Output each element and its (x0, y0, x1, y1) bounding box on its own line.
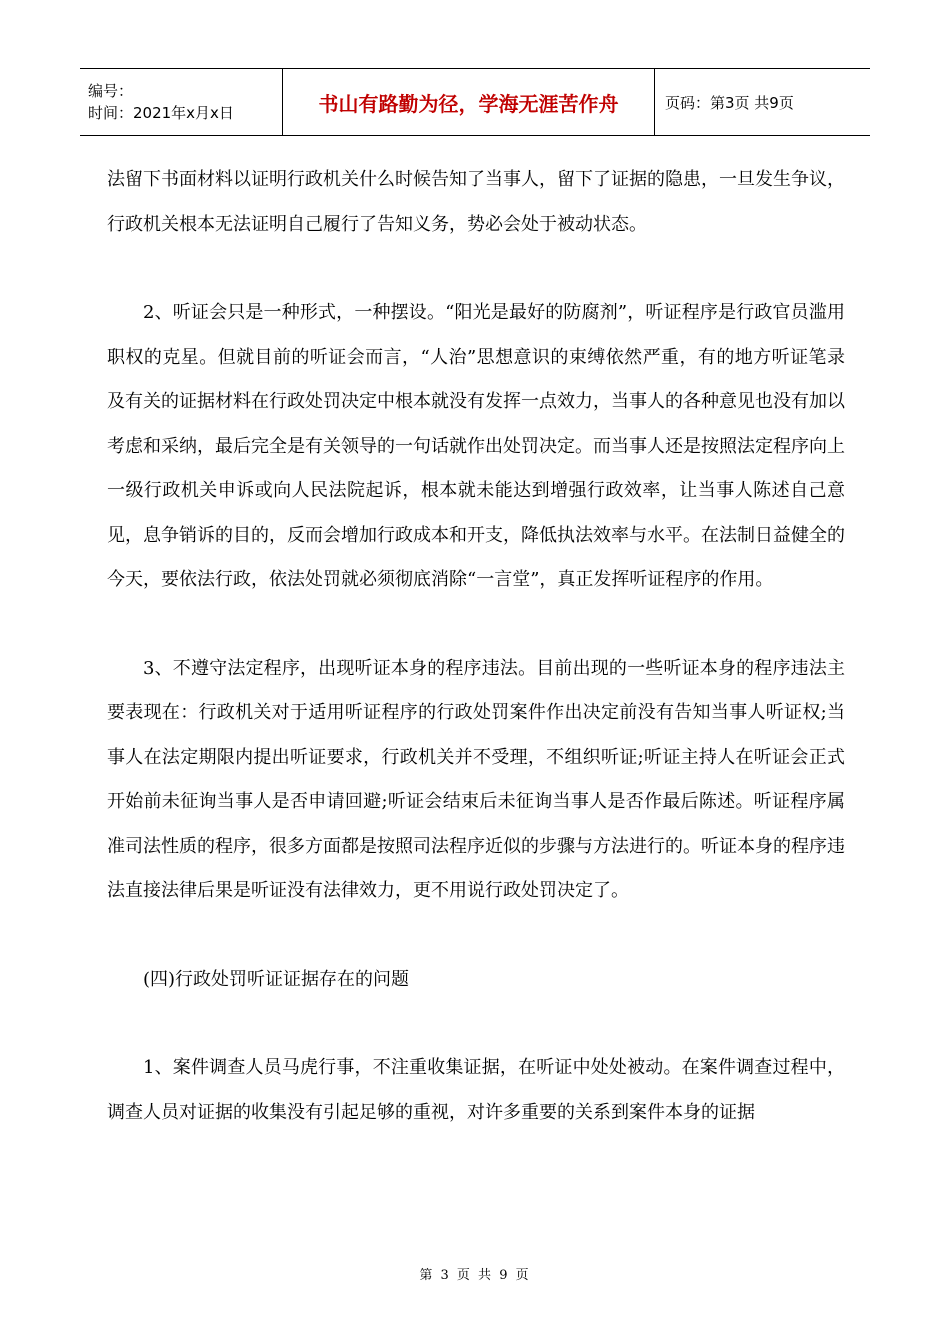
header-page-label: 页码：第3页 共9页 (665, 93, 794, 112)
header-motto: 书山有路勤为径，学海无涯苦作舟 (318, 91, 619, 116)
paragraph-procedure-violation: 3、不遵守法定程序，出现听证本身的程序违法。目前出现的一些听证本身的程序违法主要表现在：行政机关对于适用听证程序的行政处罚案件作出决定前没有告知当事人听证权;当事人在法定期限内提出听证要求，行政机关并不受理，不组织听证;听证主持人在听证会正式开始前未征询当事人是否申请回避;听证会结束后未征询当事人是否作最后陈述。听证程序属准司法性质的程序，很多方面都是按照司法程序近似的步骤与方法进行的。听证本身的程序违法直接法律后果是听证没有法律效力，更不用说行政处罚决定了。 (107, 657, 845, 901)
paragraph-continued: 法留下书面材料以证明行政机关什么时候告知了当事人，留下了证据的隐患，一旦发生争议，行政机关根本无法证明自己履行了告知义务，势必会处于被动状态。 (107, 169, 845, 235)
header-page-cell (655, 69, 870, 135)
header-meta-cell (80, 69, 283, 135)
document-body (107, 158, 845, 1135)
paragraph-gap (107, 247, 845, 291)
section-heading: (四)行政处罚听证证据存在的问题 (143, 968, 410, 990)
document-number-label: 编号： (88, 82, 134, 100)
header-motto-cell (283, 69, 655, 135)
document-date-label: 时间：2021年x月x日 (88, 104, 234, 122)
paragraph-gap (107, 1002, 845, 1046)
paragraph-gap (107, 914, 845, 958)
paragraph-evidence-collection: 1、案件调查人员马虎行事，不注重收集证据，在听证中处处被动。在案件调查过程中，调查人员对证据的收集没有引起足够的重视，对许多重要的关系到案件本身的证据 (107, 1057, 845, 1123)
page-header (80, 68, 870, 136)
page-footer: 第 3 页 共 9 页 (419, 1268, 531, 1283)
paragraph-gap (107, 603, 845, 647)
paragraph-hearing-formality: 2、听证会只是一种形式，一种摆设。“阳光是最好的防腐剂”，听证程序是行政官员滥用职权的克星。但就目前的听证会而言，“人治”思想意识的束缚依然严重，有的地方听证笔录及有关的证据材料在行政处罚决定中根本就没有发挥一点效力，当事人的各种意见也没有加以考虑和采纳，最后完全是有关领导的一句话就作出处罚决定。而当事人还是按照法定程序向上一级行政机关申诉或向人民法院起诉，根本就未能达到增强行政效率，让当事人陈述自己意见，息争销诉的目的，反而会增加行政成本和开支，降低执法效率与水平。在法制日益健全的今天，要依法行政，依法处罚就必须彻底消除“一言堂”，真正发挥听证程序的作用。 (107, 302, 845, 590)
